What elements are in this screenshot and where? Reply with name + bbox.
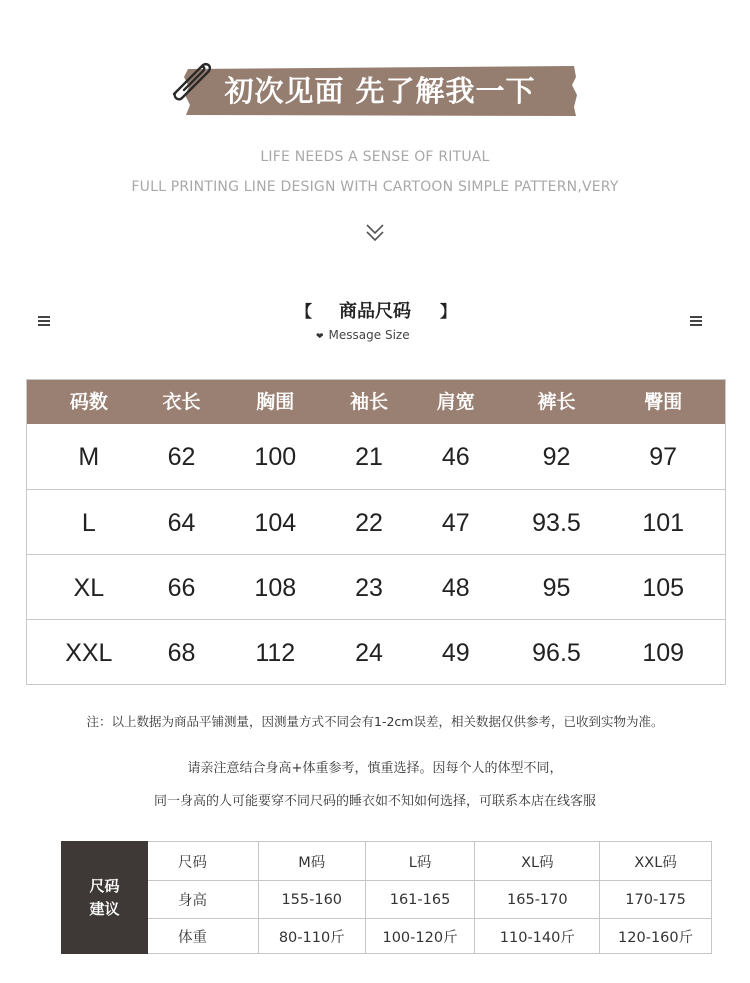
header-cell: 臀围 [644,391,683,413]
table-row [27,554,725,619]
table-cell: M [78,443,100,471]
recommendation-grid [148,841,712,954]
header-cell: 裤长 [537,391,576,413]
size-recommendation-table [61,841,712,954]
table-cell: 23 [355,574,383,602]
bracket-left: 【 [296,302,313,321]
advice-note-2: 同一身高的人可能要穿不同尺码的睡衣如不知如何选择，可联系本店在线客服 [153,794,596,809]
table-cell: 68 [167,639,196,667]
table-cell: XL [73,574,105,602]
header-cell: 肩宽 [436,391,475,413]
table-cell: 155-160 [258,881,365,918]
table-cell: 66 [167,574,196,602]
table-row [148,919,711,954]
table-cell: 161-165 [365,881,475,918]
paperclip-icon [160,50,216,106]
table-cell: 80-110斤 [258,919,365,953]
table-cell: 97 [649,443,678,471]
advice-note-1: 请亲注意结合身高+体重参考，慎重选择。因每个人的体型不同， [187,761,563,776]
table-cell: 95 [542,574,571,602]
bracket-right: 】 [440,302,457,321]
table-cell: 104 [254,509,297,537]
table-cell: 93.5 [532,509,581,537]
header-cell: 衣长 [162,391,201,413]
section-subtitle-text: Message Size [328,328,410,342]
section-title: 商品尺码 [339,301,411,322]
header-cell: 袖长 [350,391,389,413]
table-cell: L [81,509,96,537]
table-cell: 身高 [178,893,207,909]
header-banner [160,44,590,134]
table-cell: 21 [355,443,383,471]
size-table-header [27,380,725,424]
table-cell: 48 [441,574,470,602]
table-cell: 100-120斤 [365,919,475,953]
table-cell: 49 [441,639,470,667]
tagline-line-1: LIFE NEEDS A SENSE OF RITUAL [260,149,490,165]
table-cell: 170-175 [599,881,711,918]
section-subtitle [316,328,410,342]
table-cell: 92 [542,443,571,471]
table-cell: 尺码 [178,854,207,871]
table-cell: 47 [441,509,470,537]
banner-title: 初次见面 先了解我一下 [224,74,536,108]
tagline-line-2: FULL PRINTING LINE DESIGN WITH CARTOON SIMPLE PATTERN,VERY [131,179,619,195]
table-row [27,489,725,554]
table-cell: 110-140斤 [474,919,599,953]
table-cell: 105 [642,574,685,602]
table-cell: M码 [258,842,365,880]
table-cell: 64 [167,509,196,537]
measurement-note: 注：以上数据为商品平铺测量，因测量方式不同会有1-2cm误差，相关数据仅供参考，已收到实物为准。 [86,714,664,729]
recommendation-label [61,841,148,954]
table-cell: XL码 [474,842,599,880]
table-cell: XXL码 [599,842,711,880]
size-table-body [27,424,725,684]
table-cell: 46 [441,443,470,471]
table-row [27,619,725,684]
table-cell: 62 [167,443,196,471]
table-cell: 24 [355,639,383,667]
header-cell: 码数 [69,391,108,413]
double-chevron-down-icon [364,222,386,244]
table-cell: 101 [642,509,685,537]
table-cell: 109 [642,639,685,667]
table-cell: 120-160斤 [599,919,711,953]
table-cell: 108 [254,574,297,602]
table-row [148,881,711,919]
table-cell: 165-170 [474,881,599,918]
size-table [26,379,726,685]
recommendation-label-line-2: 建议 [89,899,120,918]
table-cell: 100 [254,443,297,471]
table-cell: 96.5 [532,639,581,667]
header-cell: 胸围 [256,391,295,413]
table-cell: 体重 [178,929,207,946]
table-cell: XXL [65,639,113,667]
table-cell: L码 [365,842,475,880]
heart-icon: ❤ [316,332,324,342]
table-cell: 22 [355,509,383,537]
recommendation-label-line-1: 尺码 [89,876,120,895]
table-row [148,842,711,881]
table-row [27,424,725,489]
table-cell: 112 [255,639,296,667]
